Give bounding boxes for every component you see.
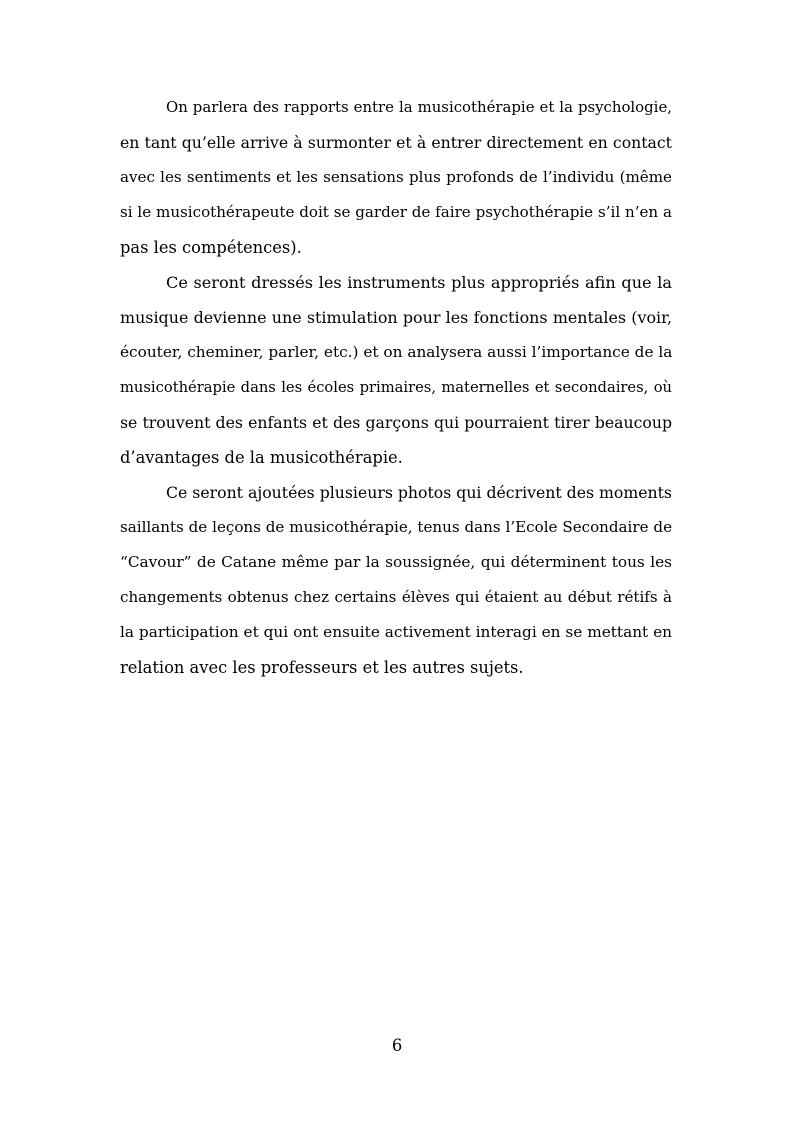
- paragraph-2-line-1: Ce seront dressés les instruments plus appropriés afin que la: [166, 273, 672, 292]
- paragraph-3-line-2: saillants de leçons de musicothérapie, tenus dans l’Ecole Secondaire de: [120, 518, 672, 536]
- paragraph-1-line-4: si le musicothérapeute doit se garder de faire psychothérapie s’il n’en a: [120, 203, 672, 221]
- paragraph-2-line-2: musique devienne une stimulation pour les fonctions mentales (voir,: [120, 308, 672, 327]
- page-number: 6: [391, 1036, 403, 1055]
- paragraph-1-line-3: avec les sentiments et les sensations plus profonds de l’individu (même: [120, 168, 672, 186]
- paragraph-3-line-6: relation avec les professeurs et les autres sujets.: [120, 658, 524, 677]
- paragraph-1-line-5: pas les compétences).: [120, 238, 302, 257]
- paragraph-2-line-5: se trouvent des enfants et des garçons qui pourraient tirer beaucoup: [120, 413, 672, 432]
- paragraph-2-line-3: écouter, cheminer, parler, etc.) et on analysera aussi l’importance de la: [120, 343, 673, 361]
- paragraph-1-line-2: en tant qu’elle arrive à surmonter et à entrer directement en contact: [120, 133, 672, 152]
- paragraph-3-line-3: “Cavour” de Catane même par la soussignée, qui déterminent tous les: [120, 553, 672, 571]
- paragraph-3-line-1: Ce seront ajoutées plusieurs photos qui décrivent des moments: [166, 483, 672, 502]
- paragraph-3-line-4: changements obtenus chez certains élèves qui étaient au début rétifs à: [120, 588, 672, 606]
- paragraph-2-line-6: d’avantages de la musicothérapie.: [120, 448, 403, 467]
- paragraph-1-line-1: On parlera des rapports entre la musicothérapie et la psychologie,: [166, 98, 672, 116]
- paragraph-3-line-5: la participation et qui ont ensuite activement interagi en se mettant en: [120, 623, 672, 641]
- paragraph-2-line-4: musicothérapie dans les écoles primaires, maternelles et secondaires, où: [120, 379, 672, 396]
- body-text: [120, 90, 672, 685]
